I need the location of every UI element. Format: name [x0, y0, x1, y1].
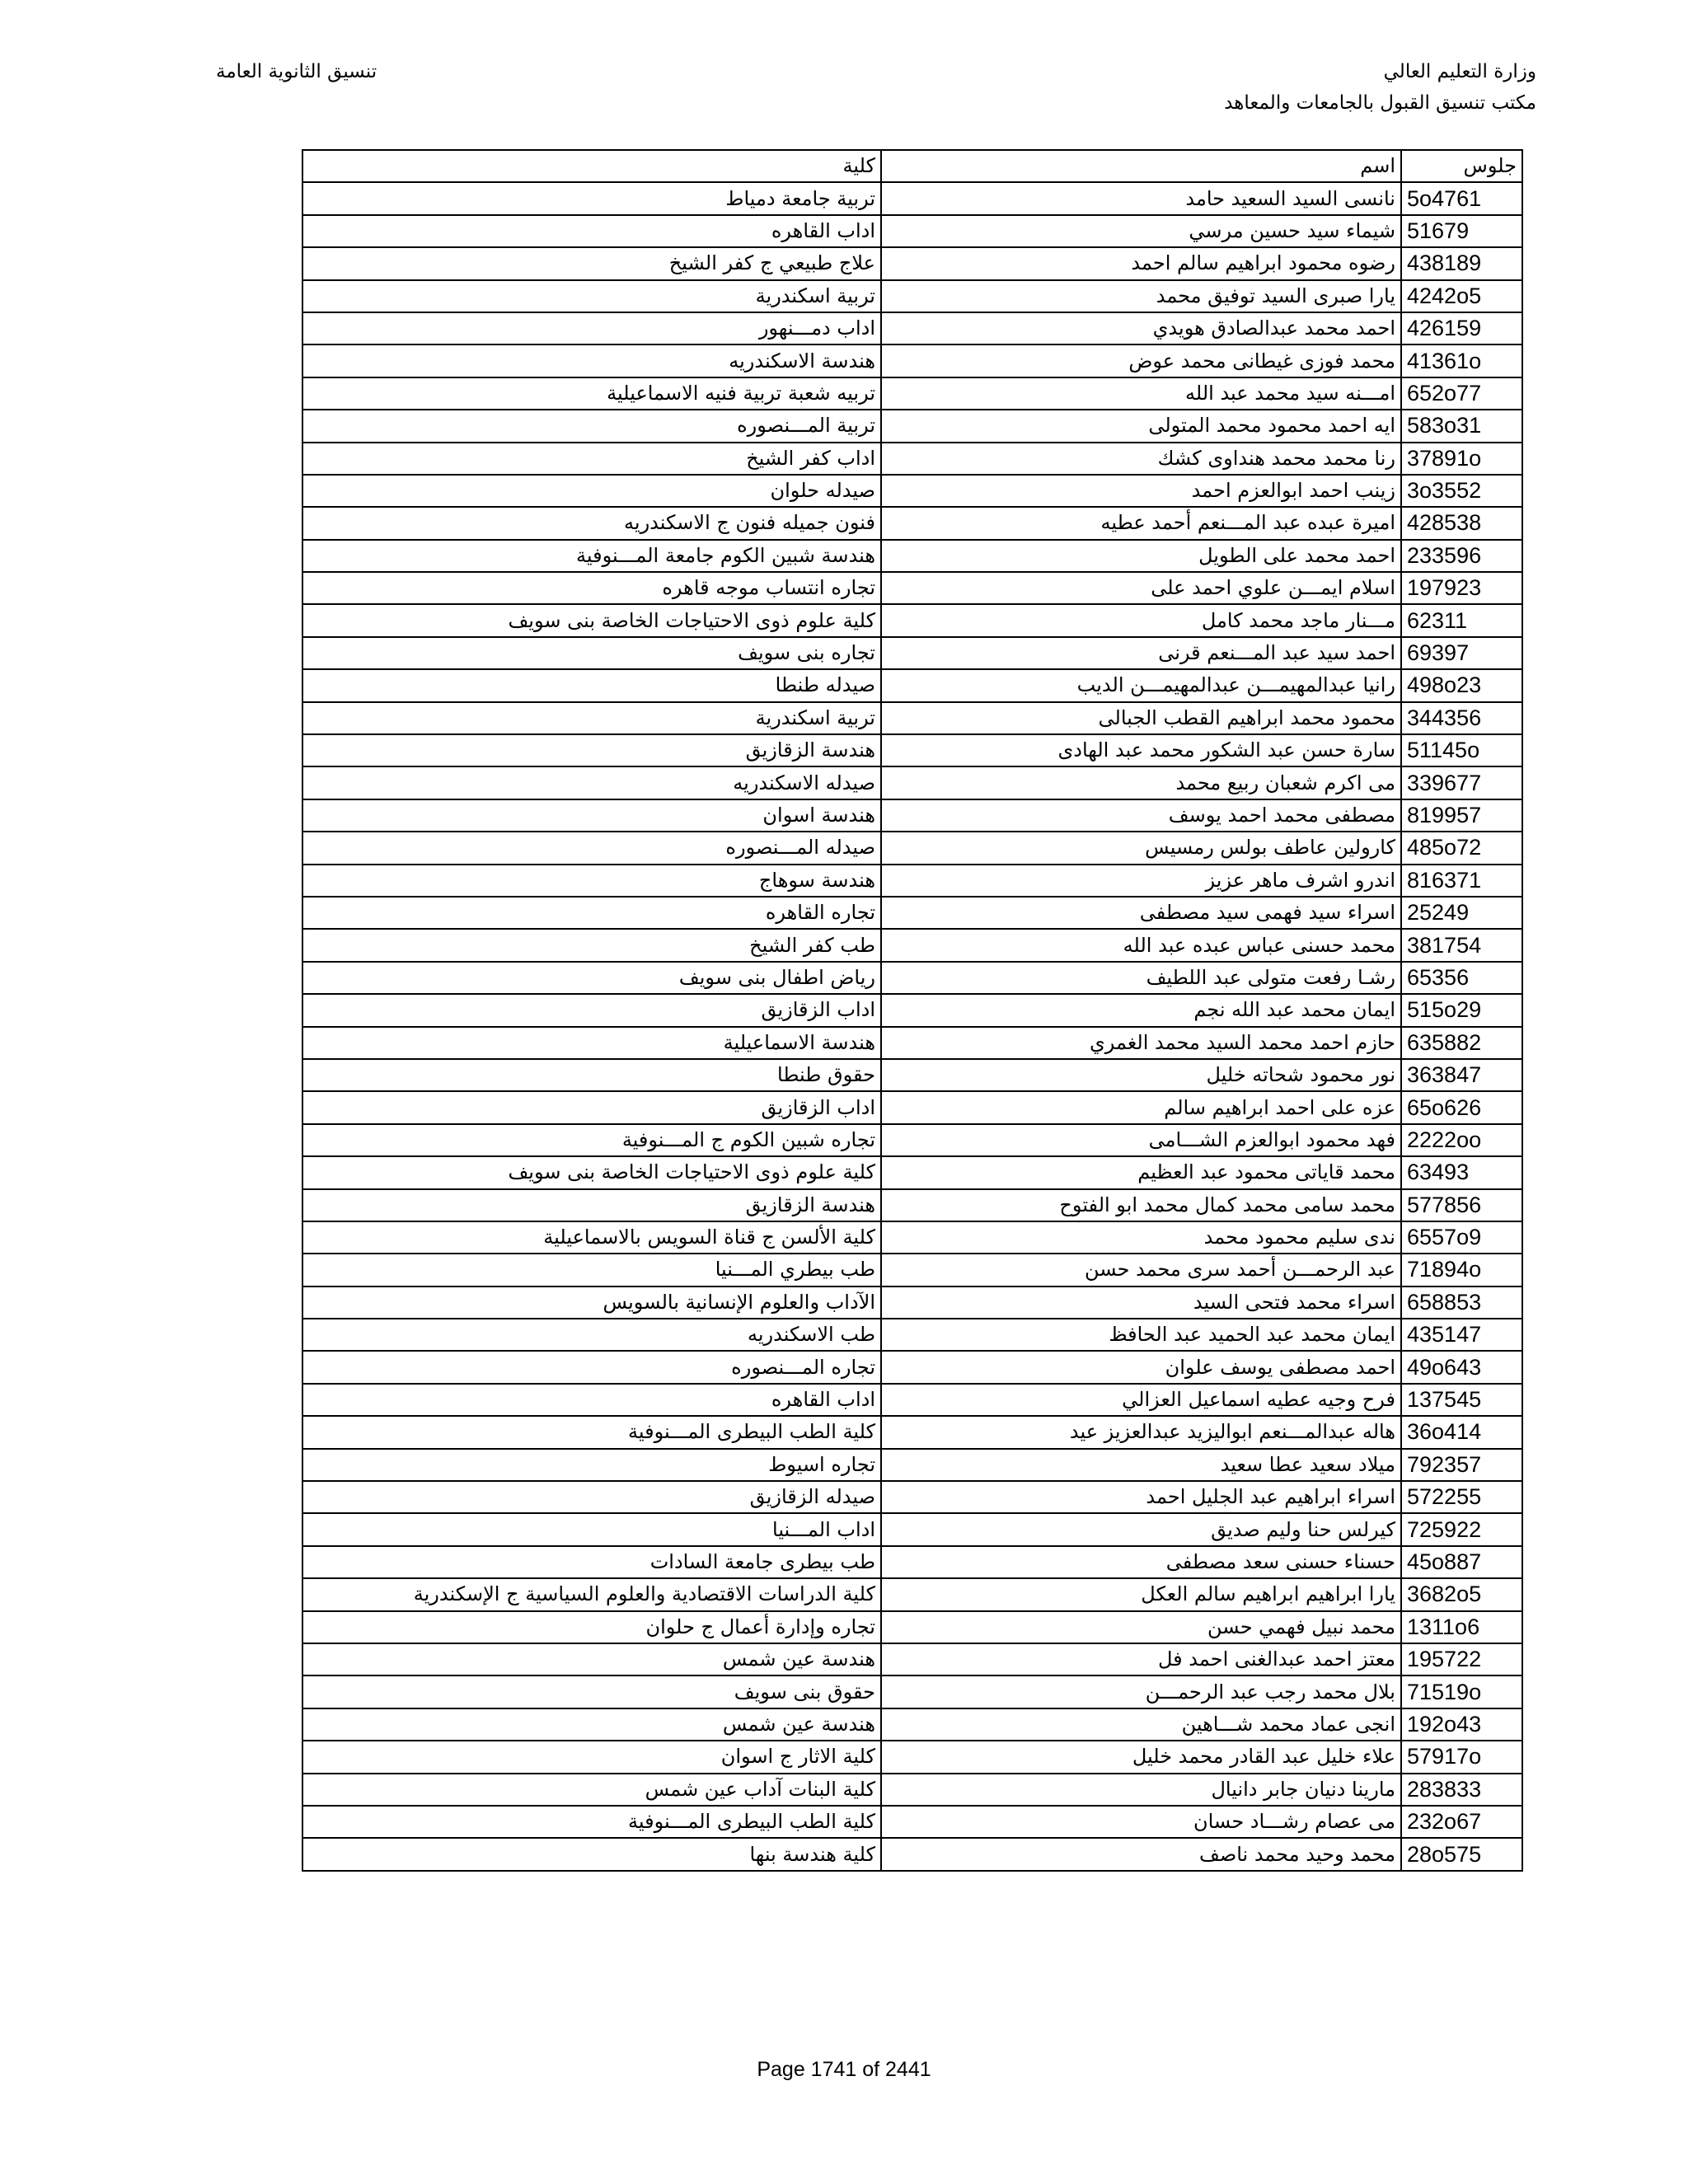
- student-name-cell: احمد محمد عبدالصادق هويدي: [881, 312, 1401, 344]
- faculty-cell: طب بيطرى جامعة السادات: [302, 1546, 881, 1578]
- student-name-cell: يارا صبرى السيد توفيق محمد: [881, 280, 1401, 312]
- column-header-name: اسم: [881, 150, 1401, 182]
- student-name-cell: مصطفى محمد احمد يوسف: [881, 799, 1401, 832]
- table-row: [302, 1449, 1522, 1481]
- faculty-cell: تجاره وإدارة أعمال ج حلوان: [302, 1611, 881, 1643]
- faculty-cell: هندسة الاسكندريه: [302, 344, 881, 377]
- table-row: [302, 1286, 1522, 1319]
- document-header: [1224, 59, 1536, 122]
- student-name-cell: فهد محمود ابوالعزم الشـــامى: [881, 1124, 1401, 1156]
- faculty-cell: كلية علوم ذوى الاحتياجات الخاصة بنى سويف: [302, 1156, 881, 1188]
- student-name-cell: اسراء محمد فتحى السيد: [881, 1286, 1401, 1319]
- seat-number-cell: 4242o5: [1401, 280, 1522, 312]
- seat-number-cell: 283833: [1401, 1774, 1522, 1806]
- table-row: [302, 865, 1522, 897]
- faculty-cell: اداب دمـــنهور: [302, 312, 881, 344]
- seat-number-cell: 232o67: [1401, 1806, 1522, 1838]
- seat-number-cell: 69397: [1401, 637, 1522, 669]
- student-name-cell: معتز احمد عبدالغنى احمد فل: [881, 1643, 1401, 1675]
- student-name-cell: بلال محمد رجب عبد الرحمـــن: [881, 1675, 1401, 1708]
- table-row: [302, 962, 1522, 994]
- table-row: [302, 1838, 1522, 1870]
- seat-number-cell: 792357: [1401, 1449, 1522, 1481]
- seat-number-cell: 45o887: [1401, 1546, 1522, 1578]
- faculty-cell: هندسة الزقازيق: [302, 1189, 881, 1221]
- student-name-cell: محمد سامى محمد كمال محمد ابو الفتوح: [881, 1189, 1401, 1221]
- faculty-cell: هندسة الاسماعيلية: [302, 1027, 881, 1059]
- table-row: [302, 832, 1522, 864]
- student-name-cell: اسراء ابراهيم عبد الجليل احمد: [881, 1481, 1401, 1513]
- student-name-cell: اسراء سيد فهمى سيد مصطفى: [881, 897, 1401, 929]
- office-name: مكتب تنسيق القبول بالجامعات والمعاهد: [1224, 92, 1536, 114]
- faculty-cell: صيدله حلوان: [302, 475, 881, 507]
- column-header-faculty: كلية: [302, 150, 881, 182]
- faculty-cell: كلية الدراسات الاقتصادية والعلوم السياسية ج الإسكندرية: [302, 1578, 881, 1610]
- student-name-cell: كيرلس حنا وليم صديق: [881, 1513, 1401, 1545]
- student-name-cell: محمد نبيل فهمي حسن: [881, 1611, 1401, 1643]
- student-name-cell: اندرو اشرف ماهر عزيز: [881, 865, 1401, 897]
- student-name-cell: حسناء حسنى سعد مصطفى: [881, 1546, 1401, 1578]
- table-row: [302, 1675, 1522, 1708]
- seat-number-cell: 725922: [1401, 1513, 1522, 1545]
- faculty-cell: صيدله الزقازيق: [302, 1481, 881, 1513]
- ministry-name: وزارة التعليم العالي: [1383, 61, 1536, 82]
- faculty-cell: اداب الزقازيق: [302, 994, 881, 1026]
- faculty-cell: رياض اطفال بنى سويف: [302, 962, 881, 994]
- seat-number-cell: 25249: [1401, 897, 1522, 929]
- student-name-cell: مى عصام رشـــاد حسان: [881, 1806, 1401, 1838]
- table-row: [302, 897, 1522, 929]
- table-row: [302, 215, 1522, 247]
- faculty-cell: كلية البنات آداب عين شمس: [302, 1774, 881, 1806]
- student-name-cell: محمد وحيد محمد ناصف: [881, 1838, 1401, 1870]
- student-name-cell: مـــنار ماجد محمد كامل: [881, 604, 1401, 636]
- faculty-cell: حقوق طنطا: [302, 1059, 881, 1091]
- seat-number-cell: 65356: [1401, 962, 1522, 994]
- seat-number-cell: 577856: [1401, 1189, 1522, 1221]
- seat-number-cell: 41361o: [1401, 344, 1522, 377]
- student-name-cell: فرح وجيه عطيه اسماعيل العزالي: [881, 1384, 1401, 1416]
- seat-number-cell: 652o77: [1401, 377, 1522, 410]
- student-name-cell: رضوه محمود ابراهيم سالم احمد: [881, 247, 1401, 279]
- student-name-cell: كارولين عاطف بولس رمسيس: [881, 832, 1401, 864]
- faculty-cell: كلية الألسن ج قناة السويس بالاسماعيلية: [302, 1221, 881, 1254]
- results-table: [302, 149, 1523, 1872]
- table-row: [302, 1741, 1522, 1773]
- student-name-cell: احمد محمد على الطويل: [881, 540, 1401, 572]
- seat-number-cell: 37891o: [1401, 443, 1522, 475]
- student-name-cell: يارا ابراهيم ابراهيم سالم العكل: [881, 1578, 1401, 1610]
- seat-number-cell: 57917o: [1401, 1741, 1522, 1773]
- student-name-cell: ايه احمد محمود محمد المتولى: [881, 410, 1401, 442]
- student-name-cell: عزه على احمد ابراهيم سالم: [881, 1091, 1401, 1123]
- faculty-cell: كلية هندسة بنها: [302, 1838, 881, 1870]
- table-row: [302, 734, 1522, 766]
- student-name-cell: رنا محمد محمد هنداوى كشك: [881, 443, 1401, 475]
- seat-number-cell: 71894o: [1401, 1254, 1522, 1286]
- seat-number-cell: 197923: [1401, 572, 1522, 604]
- student-name-cell: احمد مصطفى يوسف علوان: [881, 1351, 1401, 1383]
- faculty-cell: اداب الزقازيق: [302, 1091, 881, 1123]
- faculty-cell: تجاره المـــنصوره: [302, 1351, 881, 1383]
- student-name-cell: انجى عماد محمد شـــاهين: [881, 1708, 1401, 1741]
- seat-number-cell: 51679: [1401, 215, 1522, 247]
- table-header-row: [302, 150, 1522, 182]
- student-name-cell: محمد قاياتى محمود عبد العظيم: [881, 1156, 1401, 1188]
- table-row: [302, 344, 1522, 377]
- seat-number-cell: 438189: [1401, 247, 1522, 279]
- seat-number-cell: 426159: [1401, 312, 1522, 344]
- faculty-cell: صيدله الاسكندريه: [302, 766, 881, 799]
- student-name-cell: اسلام ايمـــن علوي احمد على: [881, 572, 1401, 604]
- seat-number-cell: 498o23: [1401, 669, 1522, 701]
- table-row: [302, 1774, 1522, 1806]
- seat-number-cell: 195722: [1401, 1643, 1522, 1675]
- table-row: [302, 475, 1522, 507]
- student-name-cell: مارينا دنيان جابر دانيال: [881, 1774, 1401, 1806]
- student-name-cell: سارة حسن عبد الشكور محمد عبد الهادى: [881, 734, 1401, 766]
- seat-number-cell: 572255: [1401, 1481, 1522, 1513]
- faculty-cell: تربية اسكندرية: [302, 702, 881, 734]
- table-row: [302, 1351, 1522, 1383]
- student-name-cell: رانيا عبدالمهيمـــن عبدالمهيمـــن الديب: [881, 669, 1401, 701]
- seat-number-cell: 51145o: [1401, 734, 1522, 766]
- student-name-cell: هاله عبدالمـــنعم ابواليزيد عبدالعزيز عيد: [881, 1416, 1401, 1448]
- faculty-cell: طب كفر الشيخ: [302, 929, 881, 961]
- table-row: [302, 1124, 1522, 1156]
- seat-number-cell: 658853: [1401, 1286, 1522, 1319]
- table-row: [302, 994, 1522, 1026]
- table-row: [302, 637, 1522, 669]
- table-row: [302, 1806, 1522, 1838]
- student-name-cell: محمد فوزى غيطانى محمد عوض: [881, 344, 1401, 377]
- faculty-cell: هندسة سوهاج: [302, 865, 881, 897]
- faculty-cell: طب الاسكندريه: [302, 1319, 881, 1351]
- faculty-cell: هندسة اسوان: [302, 799, 881, 832]
- faculty-cell: تجاره انتساب موجه قاهره: [302, 572, 881, 604]
- table-row: [302, 1416, 1522, 1448]
- student-name-cell: رشـا رفعت متولى عبد اللطيف: [881, 962, 1401, 994]
- table-row: [302, 312, 1522, 344]
- table-row: [302, 1643, 1522, 1675]
- student-name-cell: ايمان محمد عبد الله نجم: [881, 994, 1401, 1026]
- seat-number-cell: 428538: [1401, 507, 1522, 539]
- column-header-seat: جلوس: [1401, 150, 1522, 182]
- seat-number-cell: 635882: [1401, 1027, 1522, 1059]
- student-name-cell: شيماء سيد حسين مرسي: [881, 215, 1401, 247]
- faculty-cell: اداب كفر الشيخ: [302, 443, 881, 475]
- student-name-cell: محمود محمد ابراهيم القطب الجبالى: [881, 702, 1401, 734]
- seat-number-cell: 71519o: [1401, 1675, 1522, 1708]
- table-row: [302, 669, 1522, 701]
- seat-number-cell: 485o72: [1401, 832, 1522, 864]
- faculty-cell: حقوق بنى سويف: [302, 1675, 881, 1708]
- table-row: [302, 1578, 1522, 1610]
- table-row: [302, 1027, 1522, 1059]
- faculty-cell: كلية الطب البيطرى المـــنوفية: [302, 1806, 881, 1838]
- faculty-cell: كلية علوم ذوى الاحتياجات الخاصة بنى سويف: [302, 604, 881, 636]
- table-row: [302, 929, 1522, 961]
- faculty-cell: الآداب والعلوم الإنسانية بالسويس: [302, 1286, 881, 1319]
- seat-number-cell: 3o3552: [1401, 475, 1522, 507]
- student-name-cell: ندى سليم محمود محمد: [881, 1221, 1401, 1254]
- seat-number-cell: 363847: [1401, 1059, 1522, 1091]
- seat-number-cell: 2222oo: [1401, 1124, 1522, 1156]
- student-name-cell: مى اكرم شعبان ربيع محمد: [881, 766, 1401, 799]
- table-row: [302, 1189, 1522, 1221]
- faculty-cell: فنون جميله فنون ج الاسكندريه: [302, 507, 881, 539]
- table-row: [302, 1254, 1522, 1286]
- table-row: [302, 280, 1522, 312]
- faculty-cell: تربيه شعبة تربية فنيه الاسماعيلية: [302, 377, 881, 410]
- faculty-cell: صيدله طنطا: [302, 669, 881, 701]
- seat-number-cell: 233596: [1401, 540, 1522, 572]
- table-row: [302, 1319, 1522, 1351]
- faculty-cell: هندسة الزقازيق: [302, 734, 881, 766]
- table-row: [302, 1611, 1522, 1643]
- table-row: [302, 1059, 1522, 1091]
- table-row: [302, 799, 1522, 832]
- seat-number-cell: 6557o9: [1401, 1221, 1522, 1254]
- student-name-cell: امـــنه سيد محمد عبد الله: [881, 377, 1401, 410]
- student-name-cell: حازم احمد محمد السيد محمد الغمري: [881, 1027, 1401, 1059]
- faculty-cell: تجاره بنى سويف: [302, 637, 881, 669]
- faculty-cell: اداب القاهره: [302, 215, 881, 247]
- table-row: [302, 247, 1522, 279]
- seat-number-cell: 5o4761: [1401, 182, 1522, 214]
- seat-number-cell: 63493: [1401, 1156, 1522, 1188]
- faculty-cell: تربية المـــنصوره: [302, 410, 881, 442]
- table-row: [302, 572, 1522, 604]
- faculty-cell: هندسة عين شمس: [302, 1708, 881, 1741]
- student-name-cell: زينب احمد ابوالعزم احمد: [881, 475, 1401, 507]
- student-name-cell: ميلاد سعيد عطا سعيد: [881, 1449, 1401, 1481]
- student-name-cell: نور محمود شحاته خليل: [881, 1059, 1401, 1091]
- seat-number-cell: 1311o6: [1401, 1611, 1522, 1643]
- seat-number-cell: 819957: [1401, 799, 1522, 832]
- table-row: [302, 766, 1522, 799]
- faculty-cell: تجاره اسيوط: [302, 1449, 881, 1481]
- faculty-cell: هندسة شبين الكوم جامعة المـــنوفية: [302, 540, 881, 572]
- faculty-cell: تجاره شبين الكوم ج المـــنوفية: [302, 1124, 881, 1156]
- seat-number-cell: 49o643: [1401, 1351, 1522, 1383]
- seat-number-cell: 339677: [1401, 766, 1522, 799]
- student-name-cell: عبد الرحمـــن أحمد سرى محمد حسن: [881, 1254, 1401, 1286]
- table-row: [302, 410, 1522, 442]
- table-row: [302, 1481, 1522, 1513]
- student-name-cell: ايمان محمد عبد الحميد عبد الحافظ: [881, 1319, 1401, 1351]
- seat-number-cell: 583o31: [1401, 410, 1522, 442]
- student-name-cell: نانسى السيد السعيد حامد: [881, 182, 1401, 214]
- table-row: [302, 1091, 1522, 1123]
- seat-number-cell: 344356: [1401, 702, 1522, 734]
- seat-number-cell: 137545: [1401, 1384, 1522, 1416]
- faculty-cell: طب بيطري المـــنيا: [302, 1254, 881, 1286]
- table-row: [302, 443, 1522, 475]
- faculty-cell: تربية اسكندرية: [302, 280, 881, 312]
- table-row: [302, 702, 1522, 734]
- student-name-cell: احمد سيد عبد المـــنعم قرنى: [881, 637, 1401, 669]
- faculty-cell: علاج طبيعي ج كفر الشيخ: [302, 247, 881, 279]
- seat-number-cell: 28o575: [1401, 1838, 1522, 1870]
- student-name-cell: اميرة عبده عبد المـــنعم أحمد عطيه: [881, 507, 1401, 539]
- table-row: [302, 182, 1522, 214]
- faculty-cell: كلية الاثار ج اسوان: [302, 1741, 881, 1773]
- seat-number-cell: 36o414: [1401, 1416, 1522, 1448]
- coordination-title: تنسيق الثانوية العامة: [216, 61, 377, 82]
- seat-number-cell: 816371: [1401, 865, 1522, 897]
- table-row: [302, 1513, 1522, 1545]
- student-name-cell: علاء خليل عبد القادر محمد خليل: [881, 1741, 1401, 1773]
- faculty-cell: كلية الطب البيطرى المـــنوفية: [302, 1416, 881, 1448]
- seat-number-cell: 192o43: [1401, 1708, 1522, 1741]
- faculty-cell: اداب القاهره: [302, 1384, 881, 1416]
- table-row: [302, 540, 1522, 572]
- table-row: [302, 1221, 1522, 1254]
- table-row: [302, 1546, 1522, 1578]
- table-row: [302, 1384, 1522, 1416]
- faculty-cell: تجاره القاهره: [302, 897, 881, 929]
- faculty-cell: هندسة عين شمس: [302, 1643, 881, 1675]
- seat-number-cell: 381754: [1401, 929, 1522, 961]
- table-row: [302, 377, 1522, 410]
- page-number: Page 1741 of 2441: [757, 2058, 931, 2081]
- table-row: [302, 507, 1522, 539]
- student-name-cell: محمد حسنى عباس عبده عبد الله: [881, 929, 1401, 961]
- faculty-cell: صيدله المـــنصوره: [302, 832, 881, 864]
- faculty-cell: اداب المـــنيا: [302, 1513, 881, 1545]
- seat-number-cell: 65o626: [1401, 1091, 1522, 1123]
- faculty-cell: تربية جامعة دمياط: [302, 182, 881, 214]
- seat-number-cell: 62311: [1401, 604, 1522, 636]
- table-row: [302, 1708, 1522, 1741]
- seat-number-cell: 435147: [1401, 1319, 1522, 1351]
- seat-number-cell: 3682o5: [1401, 1578, 1522, 1610]
- table-row: [302, 604, 1522, 636]
- seat-number-cell: 515o29: [1401, 994, 1522, 1026]
- table-row: [302, 1156, 1522, 1188]
